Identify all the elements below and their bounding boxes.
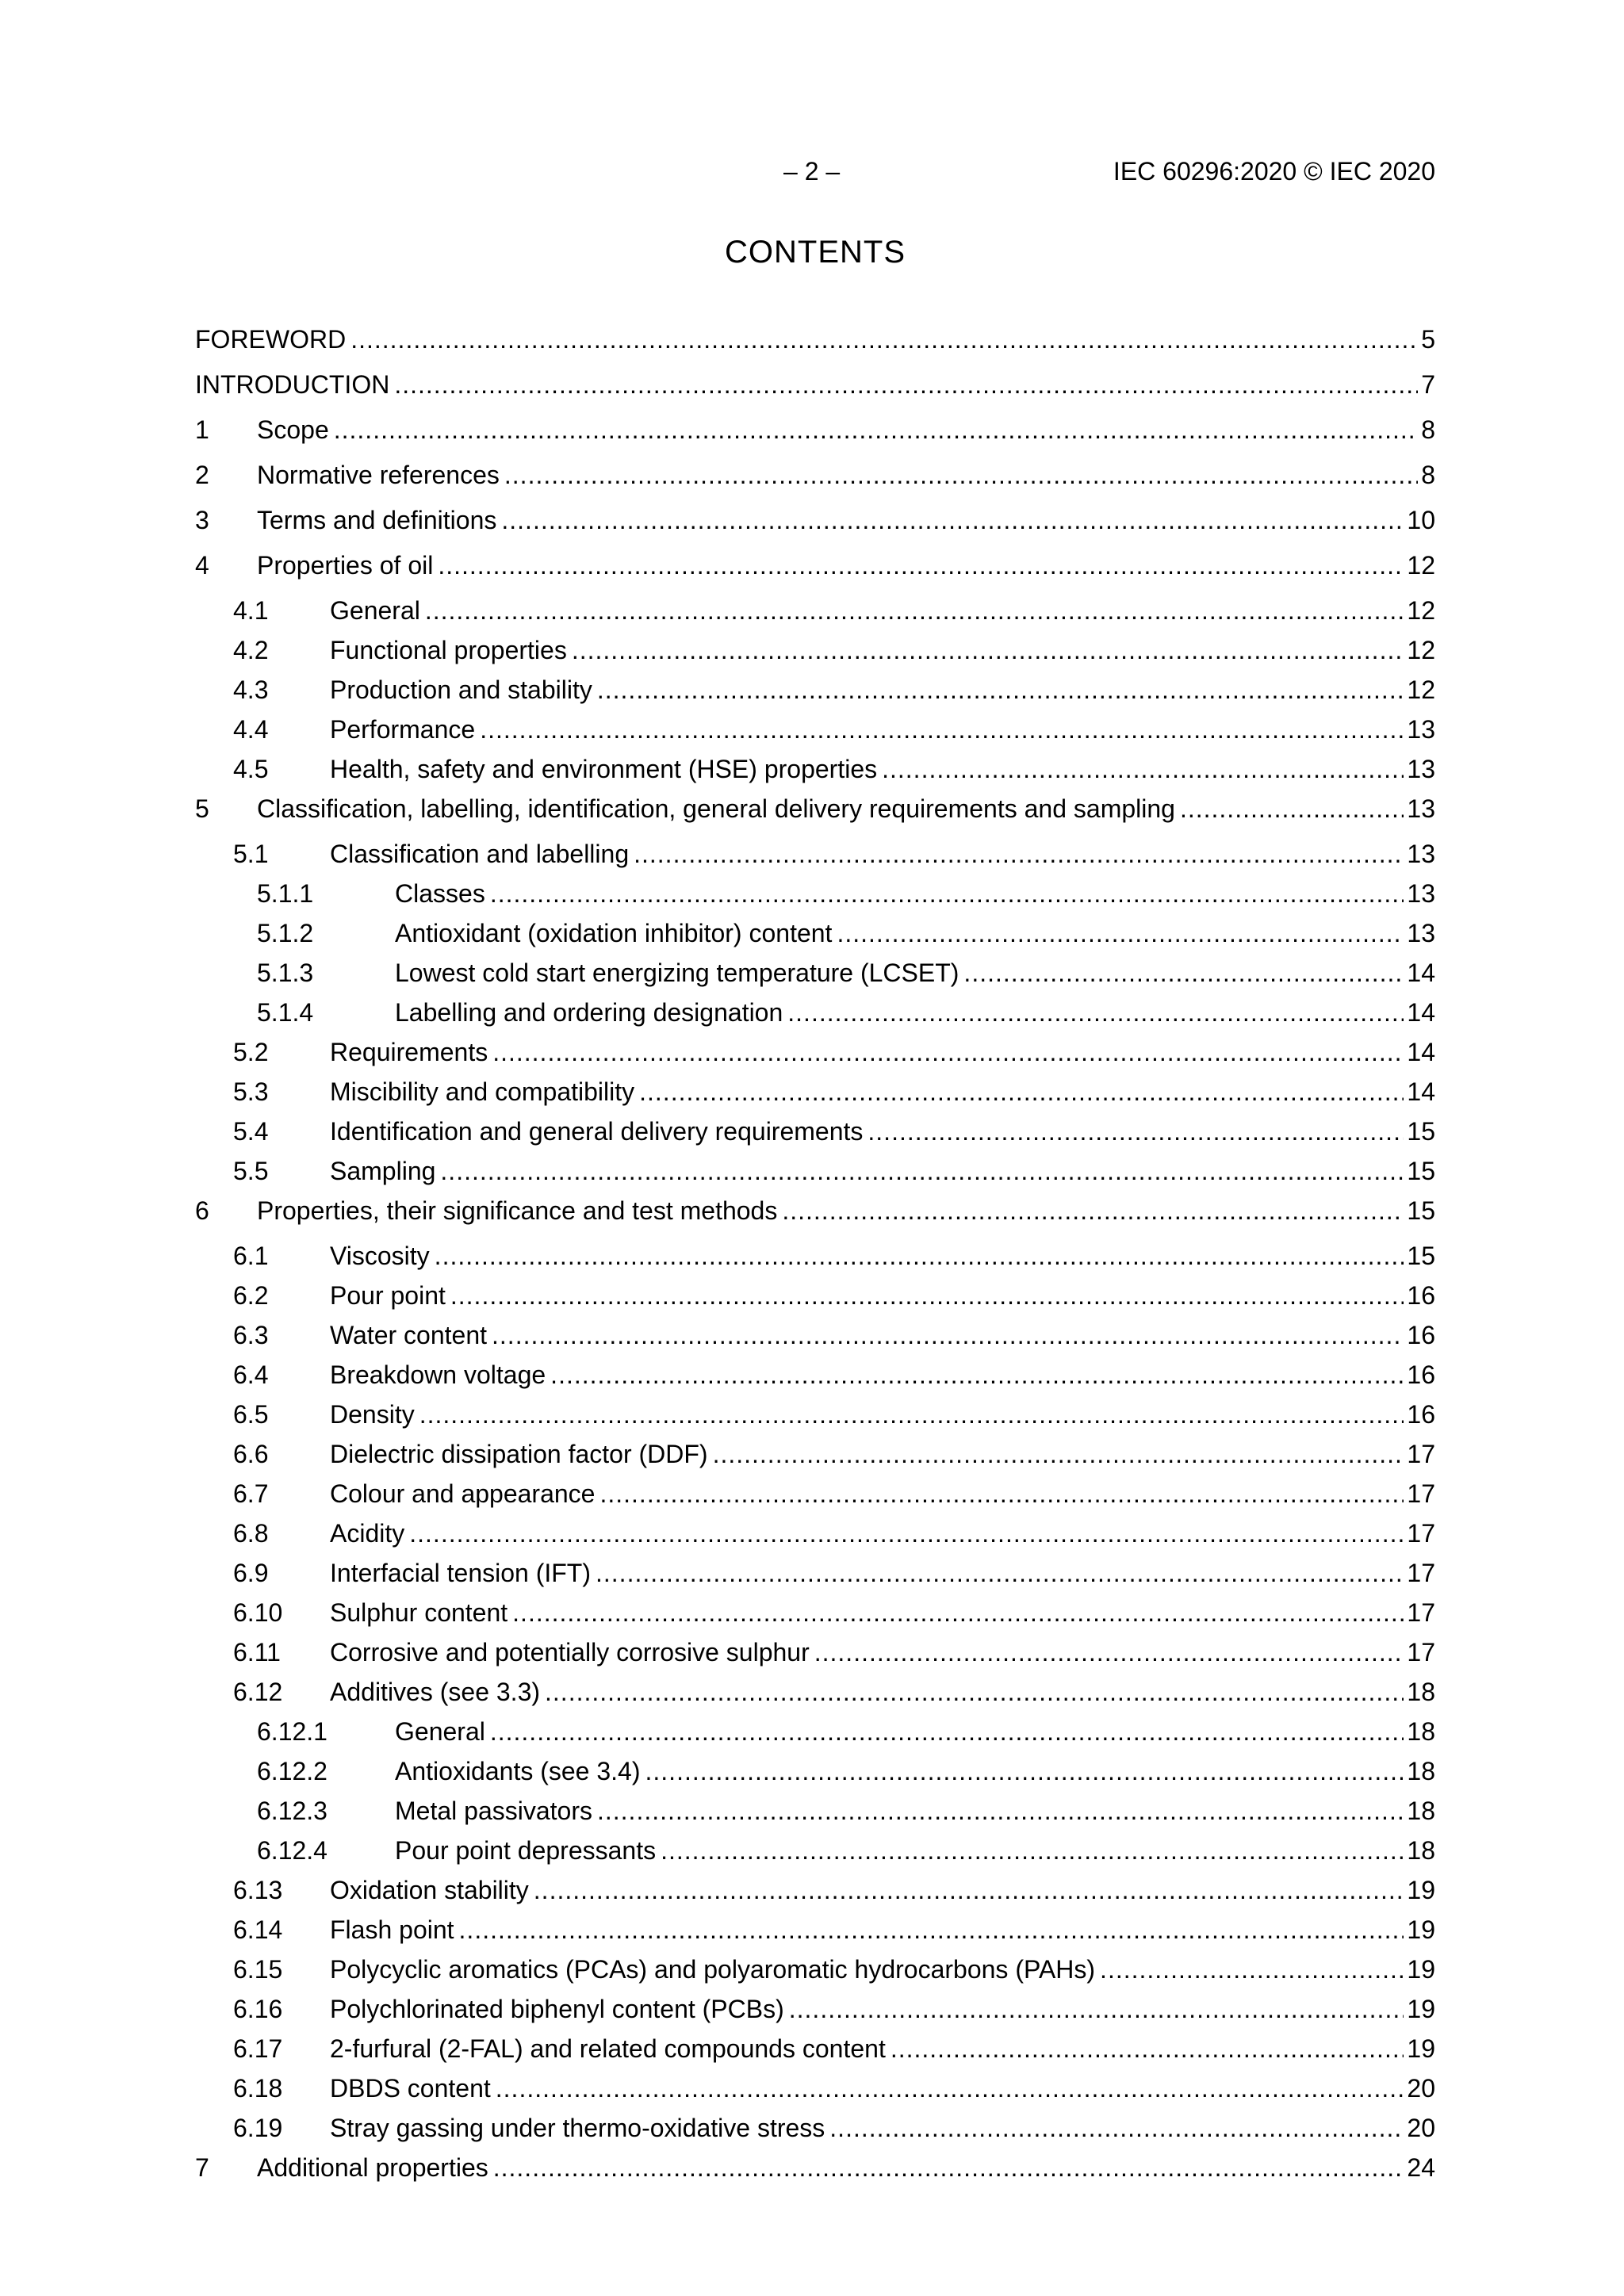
toc-entry-title: Identification and general delivery requirements: [330, 1117, 864, 1146]
toc-entry[interactable]: [195, 1440, 1435, 1479]
toc-dot-leader: [438, 551, 1404, 580]
toc-entry-page: 19: [1407, 2034, 1435, 2063]
toc-entry-number: 5.2: [233, 1038, 269, 1066]
toc-dot-leader: [868, 1117, 1404, 1146]
toc-entry[interactable]: [195, 1717, 1435, 1757]
toc-entry-title: Pour point depressants: [395, 1836, 657, 1865]
toc-entry-title: Functional properties: [330, 636, 567, 664]
toc-dot-leader: [512, 1598, 1404, 1628]
toc-entry-number: 6.13: [233, 1876, 283, 1904]
toc-entry[interactable]: [195, 2153, 1435, 2198]
toc-entry-page: 13: [1407, 919, 1435, 947]
toc-entry-page: 15: [1407, 1117, 1435, 1146]
toc-entry-title: Breakdown voltage: [330, 1360, 546, 1389]
toc-entry-title: Polychlorinated biphenyl content (PCBs): [330, 1995, 784, 2023]
toc-entry[interactable]: [195, 1995, 1435, 2034]
toc-entry[interactable]: [195, 794, 1435, 840]
toc-entry-number: 6.6: [233, 1440, 269, 1468]
toc-entry-page: 14: [1407, 998, 1435, 1027]
toc-entry-number: 6.14: [233, 1915, 283, 1944]
toc-entry[interactable]: [195, 1915, 1435, 1955]
toc-dot-leader: [490, 1717, 1404, 1747]
toc-entry-number: 6.12.1: [257, 1717, 327, 1746]
toc-entry-title: Acidity: [330, 1519, 405, 1548]
toc-entry-page: 10: [1407, 506, 1435, 534]
toc-entry-page: 12: [1407, 675, 1435, 704]
toc-entry-number: 6.19: [233, 2114, 283, 2142]
toc-entry-number: 3: [195, 506, 209, 534]
toc-entry-number: 6.15: [233, 1955, 283, 1984]
toc-entry-page: 17: [1407, 1559, 1435, 1587]
toc-dot-leader: [891, 2034, 1404, 2064]
toc-entry[interactable]: [195, 1196, 1435, 1242]
toc-entry[interactable]: [195, 1598, 1435, 1638]
toc-entry-number: 4.3: [233, 675, 269, 704]
toc-entry[interactable]: [195, 675, 1435, 715]
toc-entry[interactable]: [195, 1519, 1435, 1559]
toc-entry-number: 5.3: [233, 1077, 269, 1106]
toc-entry-page: 12: [1407, 551, 1435, 580]
toc-dot-leader: [713, 1440, 1404, 1469]
toc-dot-leader: [550, 1360, 1404, 1390]
toc-dot-leader: [596, 1559, 1404, 1588]
toc-entry-number: 6.4: [233, 1360, 269, 1389]
toc-entry-page: 5: [1421, 325, 1435, 354]
toc-dot-leader: [572, 636, 1404, 665]
toc-entry[interactable]: [195, 1117, 1435, 1157]
toc-entry-number: 6: [195, 1196, 209, 1225]
toc-entry-page: 15: [1407, 1157, 1435, 1185]
toc-dot-leader: [425, 596, 1404, 626]
toc-entry-page: 16: [1407, 1281, 1435, 1310]
toc-entry-title: Properties of oil: [257, 551, 434, 580]
toc-entry[interactable]: [195, 1400, 1435, 1440]
toc-entry-page: 18: [1407, 1836, 1435, 1865]
toc-entry-page: 15: [1407, 1196, 1435, 1225]
page-header: [195, 154, 1435, 189]
toc-entry-title: Classification and labelling: [330, 840, 630, 868]
toc-entry-number: 6.9: [233, 1559, 269, 1587]
toc-dot-leader: [634, 840, 1404, 869]
toc-entry-page: 14: [1407, 1038, 1435, 1066]
toc-entry[interactable]: [195, 551, 1435, 596]
toc-entry-number: 6.11: [233, 1638, 281, 1667]
toc-dot-leader: [409, 1519, 1404, 1548]
toc-entry-number: 6.12.3: [257, 1797, 327, 1825]
toc-entry[interactable]: [195, 596, 1435, 636]
toc-entry[interactable]: [195, 1638, 1435, 1678]
toc-entry-number: 6.1: [233, 1242, 269, 1270]
toc-entry-number: 2: [195, 461, 209, 489]
toc-entry-page: 24: [1407, 2153, 1435, 2182]
toc-entry-title: Dielectric dissipation factor (DDF): [330, 1440, 708, 1468]
toc-entry[interactable]: [195, 461, 1435, 506]
toc-entry-number: 4: [195, 551, 209, 580]
toc-entry-page: 17: [1407, 1519, 1435, 1548]
toc-entry-title: Sulphur content: [330, 1598, 508, 1627]
toc-dot-leader: [493, 2153, 1404, 2183]
page-number: – 2 –: [783, 157, 841, 186]
toc-entry-page: 19: [1407, 1915, 1435, 1944]
toc-entry-page: 18: [1407, 1717, 1435, 1746]
toc-entry-page: 12: [1407, 596, 1435, 625]
toc-entry-number: 5.1.4: [257, 998, 314, 1027]
toc-entry[interactable]: [195, 1077, 1435, 1117]
toc-entry-page: 16: [1407, 1400, 1435, 1429]
toc-entry-title: General: [330, 596, 420, 625]
toc-entry-number: 6.16: [233, 1995, 283, 2023]
toc-entry-title: General: [395, 1717, 485, 1746]
toc-entry[interactable]: [195, 325, 1435, 370]
toc-entry-page: 14: [1407, 959, 1435, 987]
toc-entry-page: 17: [1407, 1479, 1435, 1508]
toc-entry-number: 4.4: [233, 715, 269, 744]
toc-entry[interactable]: [195, 370, 1435, 415]
toc-entry-number: 6.3: [233, 1321, 269, 1349]
toc-entry-page: 18: [1407, 1757, 1435, 1785]
toc-entry[interactable]: [195, 506, 1435, 551]
toc-dot-leader: [480, 715, 1404, 744]
toc-entry[interactable]: [195, 1559, 1435, 1598]
toc-entry-page: 20: [1407, 2074, 1435, 2103]
toc-dot-leader: [450, 1281, 1404, 1311]
toc-entry-title: Water content: [330, 1321, 488, 1349]
toc-entry-number: 6.8: [233, 1519, 269, 1548]
toc-dot-leader: [1100, 1955, 1404, 1984]
toc-entry-title: Properties, their significance and test methods: [257, 1196, 778, 1225]
toc-entry-number: 6.10: [233, 1598, 283, 1627]
toc-dot-leader: [789, 1995, 1404, 2024]
toc-entry-page: 13: [1407, 794, 1435, 823]
toc-dot-leader: [440, 1157, 1404, 1186]
toc-entry[interactable]: [195, 840, 1435, 879]
toc-dot-leader: [492, 1038, 1404, 1067]
toc-dot-leader: [829, 2114, 1404, 2143]
toc-entry-page: 7: [1421, 370, 1435, 399]
toc-entry-title: Lowest cold start energizing temperature (LCSET): [395, 959, 959, 987]
toc-entry-title: Labelling and ordering designation: [395, 998, 783, 1027]
toc-entry[interactable]: [195, 998, 1435, 1038]
toc-entry-page: 14: [1407, 1077, 1435, 1106]
toc-entry-page: 15: [1407, 1242, 1435, 1270]
toc-dot-leader: [459, 1915, 1404, 1945]
toc-dot-leader: [661, 1836, 1404, 1866]
toc-entry-number: 5.5: [233, 1157, 269, 1185]
toc-entry[interactable]: [195, 2114, 1435, 2153]
toc-entry-number: 5.1.2: [257, 919, 314, 947]
toc-entry[interactable]: [195, 636, 1435, 675]
toc-entry-title: Density: [330, 1400, 415, 1429]
toc-entry-title: Corrosive and potentially corrosive sulphur: [330, 1638, 810, 1667]
toc-entry-page: 19: [1407, 1995, 1435, 2023]
toc-entry-title: Flash point: [330, 1915, 454, 1944]
toc-entry-title: Terms and definitions: [257, 506, 497, 534]
toc-entry-title: Classification, labelling, identification, general delivery requirements and sampling: [257, 794, 1175, 823]
toc-entry-title: Requirements: [330, 1038, 488, 1066]
toc-dot-leader: [545, 1678, 1404, 1707]
toc-entry[interactable]: [195, 1281, 1435, 1321]
toc-entry[interactable]: [195, 1242, 1435, 1281]
toc-entry-number: 4.1: [233, 596, 269, 625]
toc-entry[interactable]: [195, 919, 1435, 959]
toc-entry-title: Miscibility and compatibility: [330, 1077, 635, 1106]
toc-dot-leader: [534, 1876, 1404, 1905]
toc-entry-number: 5.1: [233, 840, 269, 868]
toc-entry-title: FOREWORD: [195, 325, 347, 354]
toc-entry[interactable]: [195, 1836, 1435, 1876]
toc-entry[interactable]: [195, 415, 1435, 461]
toc-entry-number: 4.2: [233, 636, 269, 664]
toc-entry-number: 5: [195, 794, 209, 823]
toc-entry-page: 17: [1407, 1638, 1435, 1667]
toc-dot-leader: [814, 1638, 1404, 1667]
toc-entry-title: Viscosity: [330, 1242, 430, 1270]
toc-entry[interactable]: [195, 1157, 1435, 1196]
toc-entry-number: 6.12.2: [257, 1757, 327, 1785]
toc-entry-title: Health, safety and environment (HSE) properties: [330, 755, 878, 783]
toc-entry-number: 5.1.1: [257, 879, 314, 908]
toc-dot-leader: [334, 415, 1418, 445]
toc-entry[interactable]: [195, 1797, 1435, 1836]
toc-entry[interactable]: [195, 755, 1435, 794]
toc-entry-title: Antioxidants (see 3.4): [395, 1757, 641, 1785]
toc-dot-leader: [882, 755, 1404, 784]
toc-entry-page: 16: [1407, 1360, 1435, 1389]
toc-entry-page: 8: [1421, 461, 1435, 489]
toc-entry-title: Pour point: [330, 1281, 446, 1310]
toc-entry[interactable]: [195, 1678, 1435, 1717]
toc-dot-leader: [963, 959, 1404, 988]
toc-entry-title: Additives (see 3.3): [330, 1678, 541, 1706]
toc-entry-title: Normative references: [257, 461, 500, 489]
toc-entry-number: 6.5: [233, 1400, 269, 1429]
toc-entry-title: Oxidation stability: [330, 1876, 529, 1904]
toc-entry-number: 6.7: [233, 1479, 269, 1508]
toc-entry-page: 20: [1407, 2114, 1435, 2142]
toc-entry-title: INTRODUCTION: [195, 370, 390, 399]
toc-entry-title: Sampling: [330, 1157, 436, 1185]
toc-entry-number: 5.4: [233, 1117, 269, 1146]
toc-dot-leader: [599, 1479, 1404, 1509]
toc-dot-leader: [492, 1321, 1404, 1350]
toc-entry-number: 4.5: [233, 755, 269, 783]
toc-entry-page: 17: [1407, 1440, 1435, 1468]
toc-entry[interactable]: [195, 1479, 1435, 1519]
toc-dot-leader: [350, 325, 1418, 354]
toc-entry-page: 18: [1407, 1678, 1435, 1706]
toc-dot-leader: [501, 506, 1404, 535]
toc-entry-number: 7: [195, 2153, 209, 2182]
toc-dot-leader: [504, 461, 1418, 490]
toc-dot-leader: [597, 675, 1404, 705]
toc-entry-page: 13: [1407, 755, 1435, 783]
toc-entry[interactable]: [195, 879, 1435, 919]
toc-entry-page: 13: [1407, 879, 1435, 908]
toc-entry-title: 2-furfural (2-FAL) and related compounds content: [330, 2034, 886, 2063]
toc-entry-title: DBDS content: [330, 2074, 491, 2103]
table-of-contents: [195, 325, 1435, 2198]
toc-entry[interactable]: [195, 1876, 1435, 1915]
toc-entry-page: 13: [1407, 840, 1435, 868]
toc-entry[interactable]: [195, 1038, 1435, 1077]
toc-dot-leader: [490, 879, 1404, 909]
toc-entry-title: Production and stability: [330, 675, 592, 704]
toc-dot-leader: [837, 919, 1404, 948]
toc-entry-page: 12: [1407, 636, 1435, 664]
toc-entry-page: 16: [1407, 1321, 1435, 1349]
toc-entry-title: Performance: [330, 715, 476, 744]
toc-dot-leader: [419, 1400, 1404, 1429]
toc-entry-title: Scope: [257, 415, 329, 444]
toc-dot-leader: [782, 1196, 1404, 1226]
toc-entry-page: 13: [1407, 715, 1435, 744]
toc-entry-page: 19: [1407, 1876, 1435, 1904]
document-reference: IEC 60296:2020 © IEC 2020: [1113, 157, 1435, 186]
toc-entry[interactable]: [195, 2034, 1435, 2074]
toc-entry[interactable]: [195, 715, 1435, 755]
toc-dot-leader: [394, 370, 1418, 400]
toc-entry[interactable]: [195, 1321, 1435, 1360]
toc-entry-number: 6.12: [233, 1678, 283, 1706]
toc-entry-title: Classes: [395, 879, 485, 908]
toc-dot-leader: [1180, 794, 1404, 824]
toc-dot-leader: [435, 1242, 1404, 1271]
toc-entry[interactable]: [195, 1757, 1435, 1797]
toc-entry-number: 6.17: [233, 2034, 283, 2063]
toc-entry-number: 6.12.4: [257, 1836, 327, 1865]
toc-dot-leader: [597, 1797, 1404, 1826]
toc-entry[interactable]: [195, 959, 1435, 998]
toc-entry-title: Polycyclic aromatics (PCAs) and polyaromatic hydrocarbons (PAHs): [330, 1955, 1096, 1984]
toc-entry-page: 8: [1421, 415, 1435, 444]
toc-dot-leader: [645, 1757, 1404, 1786]
toc-entry-title: Antioxidant (oxidation inhibitor) content: [395, 919, 833, 947]
page-title: CONTENTS: [725, 235, 906, 270]
toc-entry-title: Colour and appearance: [330, 1479, 596, 1508]
toc-entry-number: 1: [195, 415, 209, 444]
toc-entry-title: Stray gassing under thermo-oxidative stress: [330, 2114, 825, 2142]
toc-dot-leader: [496, 2074, 1404, 2103]
toc-entry-title: Metal passivators: [395, 1797, 592, 1825]
toc-dot-leader: [787, 998, 1404, 1027]
toc-entry-title: Interfacial tension (IFT): [330, 1559, 591, 1587]
toc-entry[interactable]: [195, 1360, 1435, 1400]
toc-entry-number: 5.1.3: [257, 959, 314, 987]
toc-entry-number: 6.18: [233, 2074, 283, 2103]
toc-entry-number: 6.2: [233, 1281, 269, 1310]
toc-entry-page: 18: [1407, 1797, 1435, 1825]
toc-entry[interactable]: [195, 1955, 1435, 1995]
toc-entry-page: 19: [1407, 1955, 1435, 1984]
toc-entry-page: 17: [1407, 1598, 1435, 1627]
toc-dot-leader: [639, 1077, 1404, 1107]
toc-entry[interactable]: [195, 2074, 1435, 2114]
toc-entry-title: Additional properties: [257, 2153, 488, 2182]
